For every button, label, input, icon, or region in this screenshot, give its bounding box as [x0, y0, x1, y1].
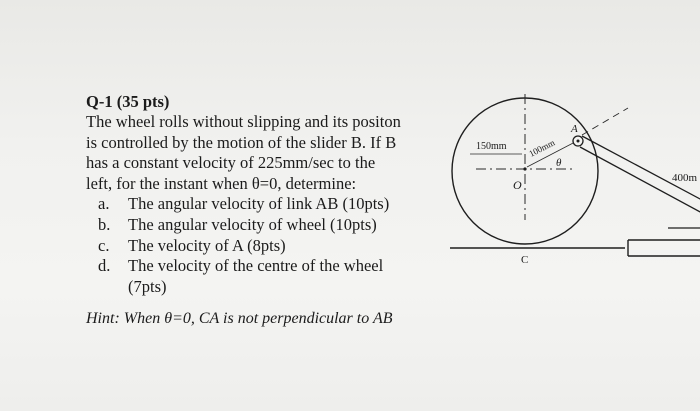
link-ab-upper: [582, 136, 700, 200]
hint-text: Hint: When θ=0, CA is not perpendicular to AB: [86, 310, 393, 327]
label-theta: θ: [556, 157, 562, 169]
question-line-3: has a constant velocity of 225mm/sec to the: [86, 153, 376, 172]
part-d-mark: d.: [98, 256, 111, 276]
part-d: [86, 256, 446, 298]
question-line-1: The wheel rolls without slipping and its positon: [86, 112, 401, 131]
part-c-text: The velocity of A (8pts): [128, 235, 286, 255]
label-c: C: [521, 254, 529, 266]
part-a-mark: a.: [98, 194, 110, 213]
label-o: O: [513, 178, 522, 192]
part-d-continuation: (7pts): [128, 277, 167, 297]
part-c-mark: c.: [98, 235, 110, 255]
question-title: Q-1 (35 pts): [86, 92, 170, 111]
part-d-text: The velocity of the centre of the wheel: [128, 256, 384, 276]
part-c: [86, 236, 446, 257]
centre-o-dot: [523, 167, 526, 170]
label-400: 400m: [672, 172, 698, 184]
label-a: A: [571, 123, 578, 135]
question-parts: [86, 194, 446, 298]
part-b: [86, 215, 446, 236]
pin-a-centre: [577, 140, 580, 143]
question-line-2: is controlled by the motion of the slider B. If B: [86, 132, 397, 152]
part-b-text: The angular velocity of wheel (10pts): [128, 214, 377, 234]
part-a: [86, 194, 446, 215]
label-100mm: 100mm: [527, 137, 557, 159]
question-block: [86, 92, 446, 298]
mechanism-figure: [440, 80, 700, 280]
question-line-4: left, for the instant when θ=0, determine:: [86, 173, 357, 193]
label-150mm: 150mm: [476, 141, 507, 152]
part-a-text: The angular velocity of link AB (10pts): [128, 194, 390, 213]
part-b-mark: b.: [98, 214, 111, 234]
extension-line: [582, 108, 628, 135]
